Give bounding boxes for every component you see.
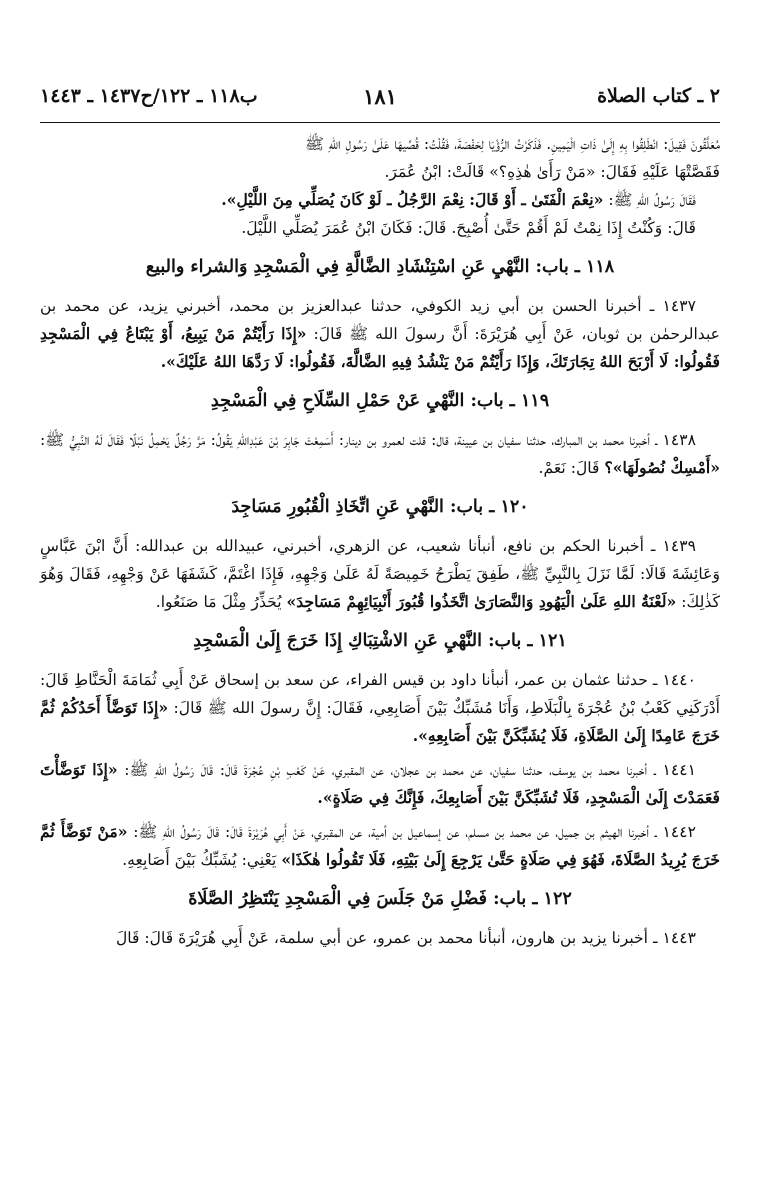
hadith-text: ١٤٣٧ ـ أخبرنا الحسن بن أبي زيد الكوفي، حدثنا عبدالعزيز بن محمد، أخبرني يزيد، عن محمد بن عبدالرحمٰن بن ثوبان، عَنْ أَبِي هُرَيْرَةَ: أَنَّ رسولَ الله ﷺ قَالَ: [40,297,720,343]
hadith-text: ١٤٤٠ ـ حدثنا عثمان بن عمر، أنبأنا داود بن قيس الفراء، عن سعد بن إسحاق عَنْ أَبِي ثُمَامَةَ الْحَنَّاطِ قَالَ: أَدْرَكَنِي كَعْبُ بْنُ عُجْرَةَ بِالْبَلَاطِ، وَأَنَا مُشَبِّكٌ بَيْنَ أَصَابِعِي، فَقَالَ: إِنَّ رسولَ الله ﷺ قَالَ: [40,671,720,717]
intro-line: فَقَصَّتْهَا عَلَيْهِ فَقَالَ: «مَنْ رَأَىٰ هٰذِهِ؟» قَالَتْ: ابْنُ عُمَرَ. [384,163,720,181]
page-number: ١٨١ [363,83,397,109]
intro-line: قَالَ: وَكُنْتُ إِذَا نِمْتُ لَمْ أَقُمْ حَتَّىٰ أُصْبِحَ. قَالَ: فَكَانَ ابْنُ عُمَرَ يُصَلِّي اللَّيْلَ. [241,219,696,237]
hadith-text: ١٤٤٣ ـ أخبرنا يزيد بن هارون، أنبأنا محمد بن عمرو، عن أبي سلمة، عَنْ أَبِي هُرَيْرَةَ قَالَ: قَالَ [115,929,696,947]
page-body [40,130,720,952]
intro-quote: «نِعْمَ الْفَتَىٰ ـ أَوْ قَالَ: نِعْمَ الرَّجُلُ ـ لَوْ كَانَ يُصَلِّي مِنَ اللَّيْلِ». [221,190,604,209]
hadith-paragraph [40,532,720,616]
hadith-text: ١٤٣٩ ـ أخبرنا الحكم بن نافع، أنبأنا شعيب، عن الزهري، أخبرني، عبيدالله بن عبدالله: أَنَّ ابْنَ عَبَّاسٍ وَعَائِشَةَ قَالَا: لَمَّا نَزَلَ بِالنَّبِيِّ ﷺ، طَفِقَ يَطْرَحُ خَمِيصَةً لَهُ عَلَىٰ وَجْهِهِ، فَإِذَا اغْتَمَّ، كَشَفَهَا عَنْ وَجْهِهِ، فَقَالَ وَهُوَ كَذٰلِكَ: [40,537,720,611]
hadith-quote: «إِذَا تَوَضَّأَ أَحَدُكُمْ ثُمَّ خَرَجَ عَامِدًا إِلَىٰ الصَّلَاةِ، فَلَا يُشَبِّكَنَّ بَيْنَ أَصَابِعِهِ». [40,698,720,745]
section-heading: ١١٩ ـ باب: النَّهْيِ عَنْ حَمْلِ السِّلَاحِ فِي الْمَسْجِدِ [210,391,550,411]
intro-line: مُعَلَّقُونَ فَقِيلَ: انْطَلِقُوا بِهِ إِلَىٰ ذَاتِ الْيَمِينِ. فَذَكَرْتُ الرُّؤْيَا لِحَفْصَةَ، فَقُلْتُ: قُصِّيهَا عَلَىٰ رَسُولِ اللهِ ﷺ [305,135,720,153]
hadith-quote: «أَمْسِكْ نُصُولَهَا»؟ [604,458,720,477]
hadith-quote: «إِذَا رَأَيْتُمْ مَنْ يَبِيعُ، أَوْ يَبْتَاعُ فِي الْمَسْجِدِ فَقُولُوا: لَا أَرْبَحَ اللهُ تِجَارَتَكَ، وَإِذَا رَأَيْتُمْ مَنْ يَنْشُدُ فِيهِ الضَّالَّةَ، فَقُولُوا: لَا رَدَّهَا اللهُ عَلَيْكَ». [40,324,720,371]
book-page [40,78,720,1168]
hadith-range: ب١١٨ ـ ١٢٢/ح١٤٣٧ ـ ١٤٤٣ [40,85,258,107]
section-heading: ١٢١ ـ باب: النَّهْيِ عَنِ الاشْتِبَاكِ إِذَا خَرَجَ إِلَىٰ الْمَسْجِدِ [193,631,567,651]
hadith-paragraph [40,818,720,874]
hadith-quote: «مَنْ تَوَضَّأَ ثُمَّ خَرَجَ يُرِيدُ الصَّلَاةَ، فَهُوَ فِي صَلَاةٍ حَتَّىٰ يَرْجِعَ إِلَىٰ بَيْتِهِ، فَلَا تَقُولُوا هٰكَذَا» [40,822,720,869]
hadith-quote: «لَعْنَةُ اللهِ عَلَىٰ الْيَهُودِ وَالنَّصَارَىٰ اتَّخَذُوا قُبُورَ أَنْبِيَائِهِمْ مَسَاجِدَ» [286,592,677,611]
hadith-tail: قَالَ: نَعَمْ. [538,459,605,477]
hadith-tail: يُحَذِّرُ مِثْلَ مَا صَنَعُوا. [155,593,287,611]
hadith-paragraph [40,292,720,376]
section-heading: ١٢٢ ـ باب: فَضْلِ مَنْ جَلَسَ فِي الْمَسْجِدِ يَنْتَظِرُ الصَّلَاةَ [188,889,572,909]
header-divider [40,122,720,123]
hadith-paragraph [40,756,720,812]
hadith-quote: «إِذَا تَوَضَّأْتَ فَعَمَدْتَ إِلَىٰ الْمَسْجِدِ، فَلَا تُشَبِّكَنَّ بَيْنَ أَصَابِعِكَ، فَإِنَّكَ فِي صَلَاةٍ». [40,760,720,807]
hadith-paragraph [40,666,720,750]
section-heading: ١٢٠ ـ باب: النَّهْيِ عَنِ اتِّخَاذِ الْقُبُورِ مَسَاجِدَ [231,497,529,517]
book-title: ٢ ـ كتاب الصلاة [597,85,720,107]
hadith-text: ١٤٣٨ ـ أخبرنا محمد بن المبارك، حدثنا سفيان بن عيينة، قال: قلت لعمرو بن دينار: أَسَمِعْتَ جَابِرَ بْنَ عَبْدِاللهِ يَقُولُ: مَرَّ رَجُلٌ يَحْمِلُ نَبْلًا فَقَالَ لَهُ النَّبِيُّ ﷺ: [40,431,696,449]
section-heading: ١١٨ ـ باب: النَّهْيِ عَنِ اسْتِنْشَادِ الضَّالَّةِ فِي الْمَسْجِدِ وَالشراء والبيع [145,257,615,277]
hadith-text: ١٤٤١ ـ أخبرنا محمد بن يوسف، حدثنا سفيان، عن محمد بن عجلان، عن المقبري، عَنْ كَعْبِ بْنِ عُجْرَةَ قَالَ: قَالَ رَسُولُ اللهِ ﷺ: [117,761,696,779]
hadith-text: ١٤٤٢ ـ أخبرنا الهيثم بن جميل، عن محمد بن مسلم، عن إسماعيل بن أمية، عن المقبري، عَنْ أَبِي هُرَيْرَةَ قَالَ: قَالَ رَسُولُ اللهِ ﷺ: [127,823,696,841]
intro-line [40,186,720,214]
hadith-paragraph [40,426,720,482]
page-header [40,78,720,114]
hadith-paragraph [40,924,720,952]
hadith-tail: يَعْنِي: يُشَبِّكُ بَيْنَ أَصَابِعِهِ. [122,851,282,869]
intro-text: فَقَالَ رَسُولُ اللهِ ﷺ: [603,191,696,209]
